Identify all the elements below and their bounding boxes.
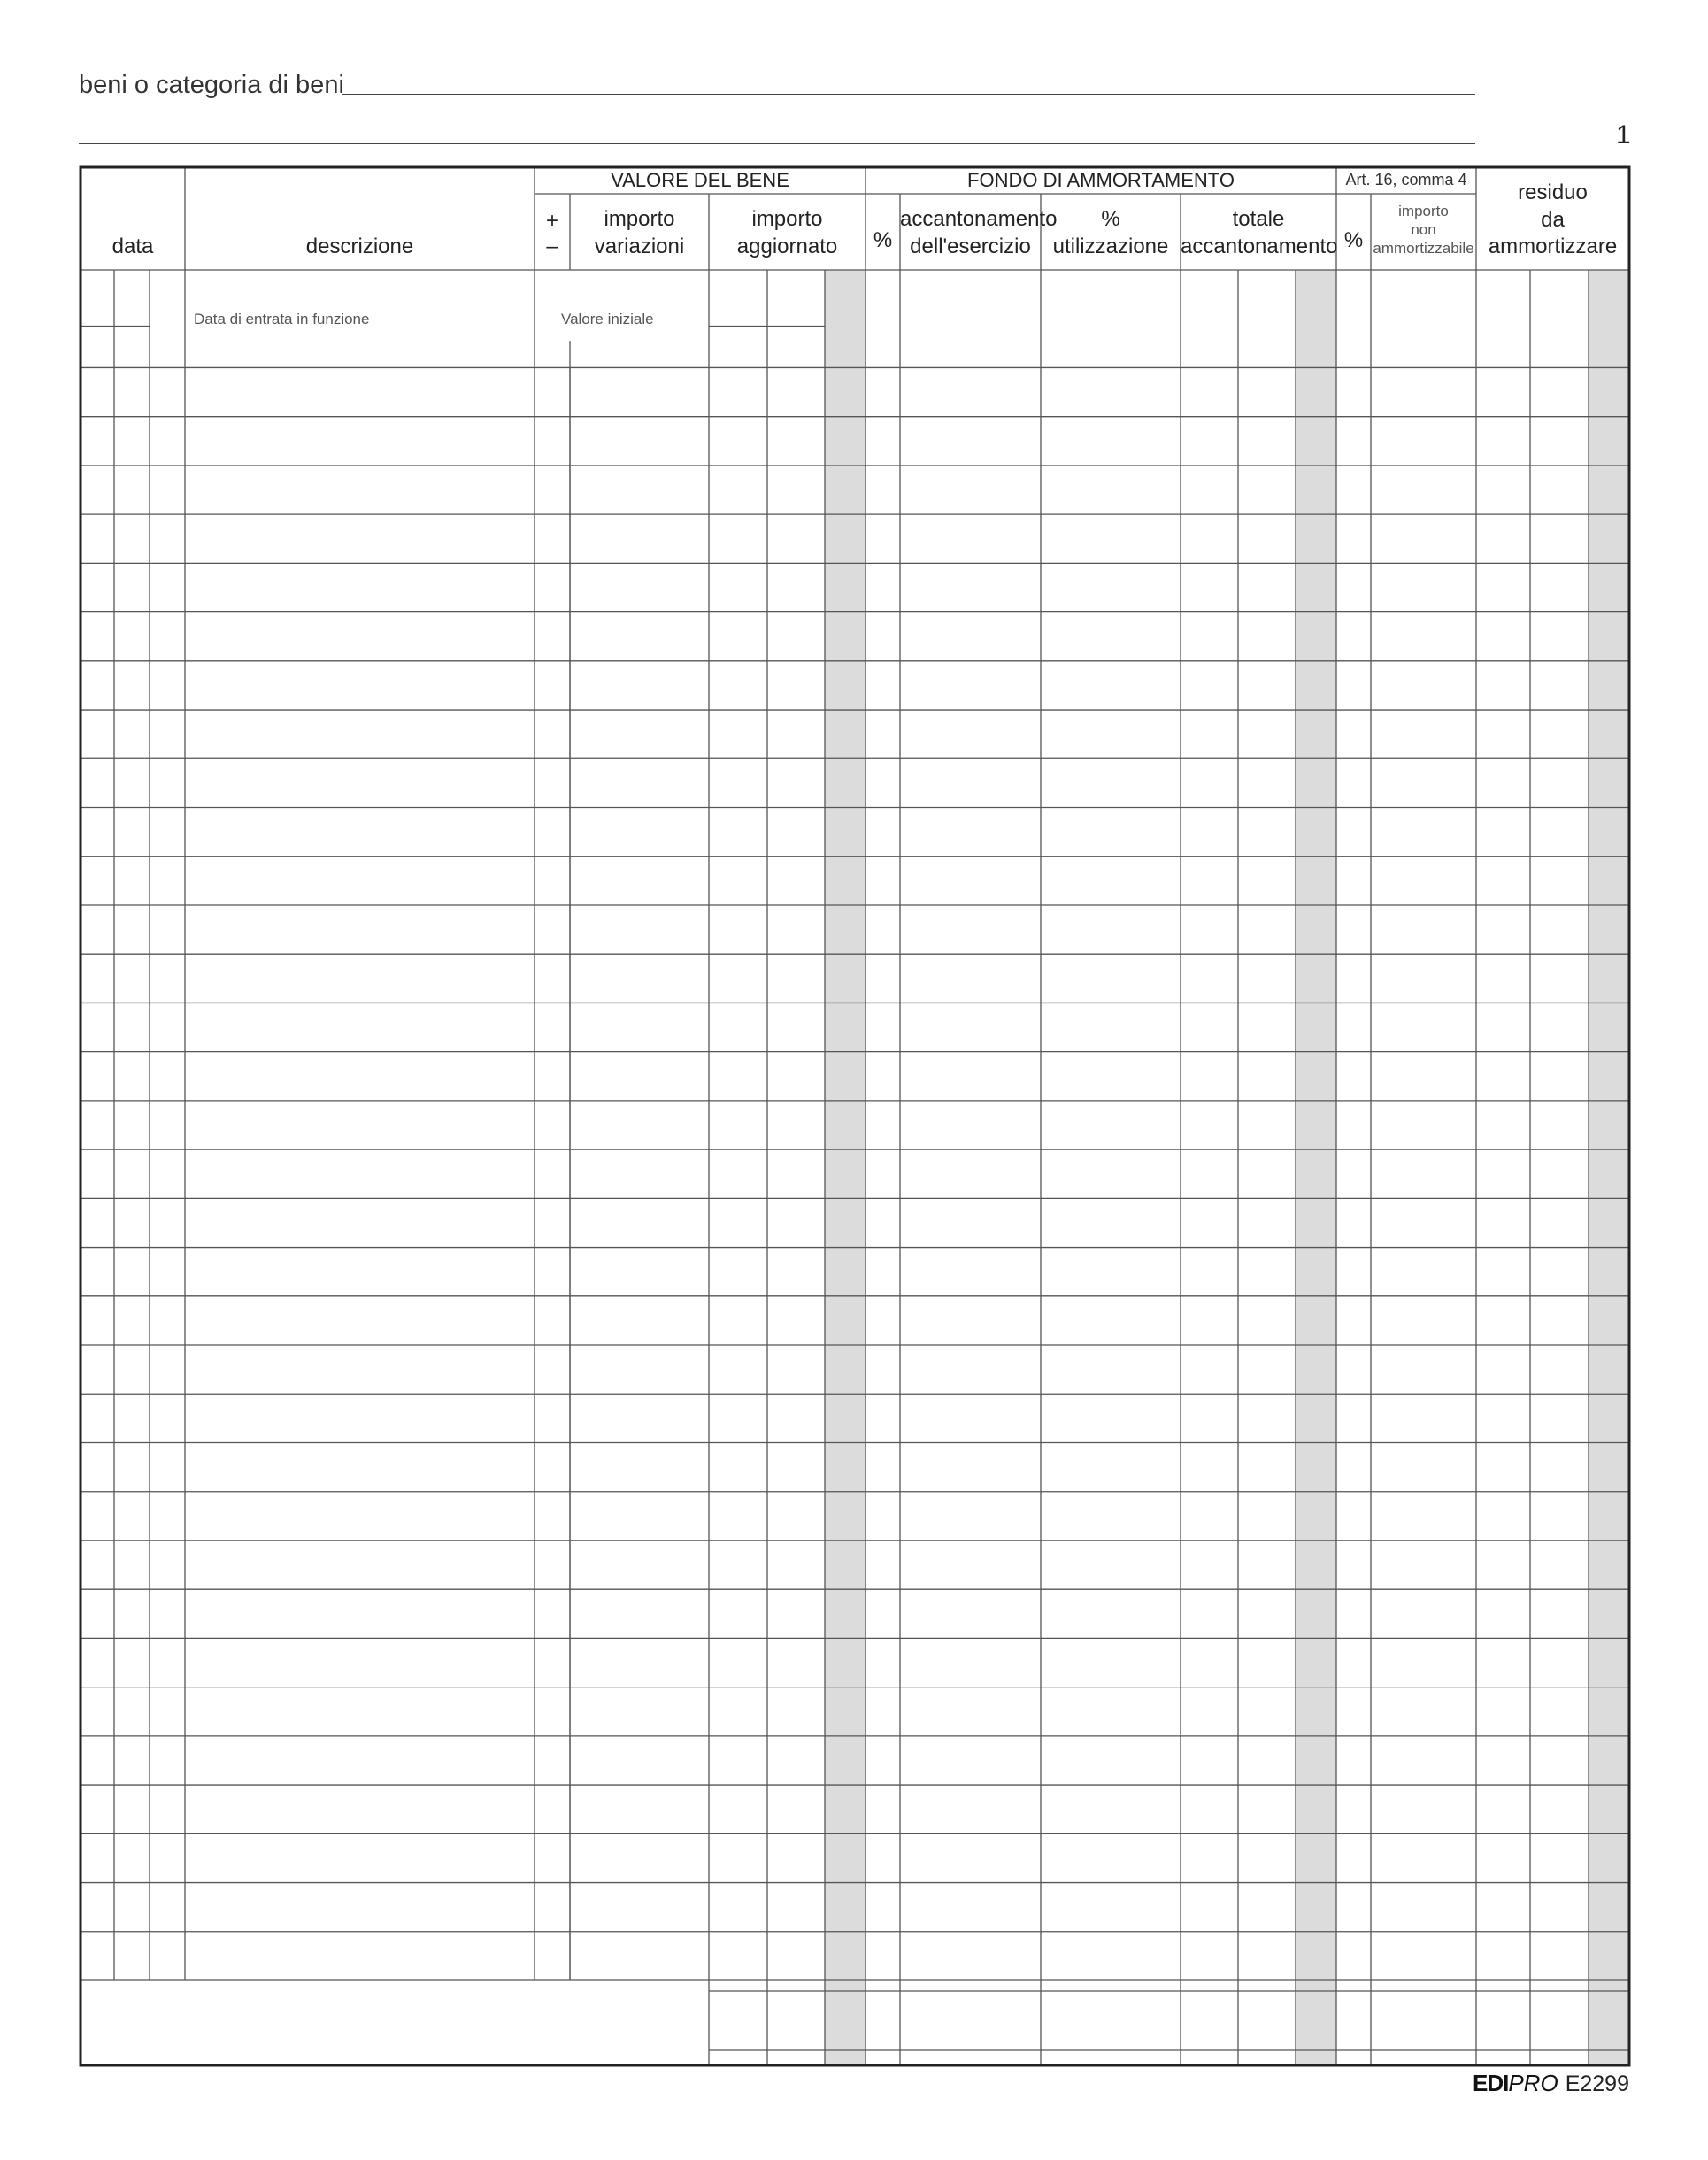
header-sign-plus: + (545, 209, 558, 233)
header-valore-del-bene: VALORE DEL BENE (611, 169, 789, 191)
header-fondo-ammortamento: FONDO DI AMMORTAMENTO (967, 169, 1235, 191)
header-non-ammortizzabile-1: importo (1398, 203, 1449, 219)
header-accantonamento-2: dell'esercizio (910, 234, 1031, 258)
header-utilizzazione-2: utilizzazione (1052, 234, 1169, 258)
header-art-16: Art. 16, comma 4 (1345, 171, 1467, 188)
header-non-ammortizzabile-2: non (1411, 221, 1436, 238)
header-totale-1: totale (1232, 207, 1285, 231)
header-sign-minus: – (546, 234, 558, 258)
date-in-service-note: Data di entrata in funzione (194, 311, 370, 327)
header-descrizione: descrizione (305, 234, 414, 258)
header-data: data (112, 234, 154, 258)
initial-value-note: Valore iniziale (561, 311, 654, 327)
header-importo-aggiornato-1: importo (751, 207, 823, 231)
publisher-brand (1473, 2070, 1629, 2097)
header-percent-1: % (873, 228, 893, 252)
shaded-columns (825, 270, 1629, 2065)
header-residuo-3: ammortizzare (1488, 234, 1618, 258)
header-utilizzazione-1: % (1101, 207, 1120, 231)
shade-totale-accantonamento (1296, 270, 1336, 2065)
header-percent-2: % (1343, 228, 1364, 252)
category-label: beni o categoria di beni (79, 71, 344, 99)
brand-edi: EDI (1473, 2070, 1509, 2096)
shade-importo-aggiornato (825, 270, 866, 2065)
header-residuo-2: da (1541, 208, 1565, 232)
header-totale-2: accantonamento (1181, 234, 1338, 258)
form-code: E2299 (1565, 2072, 1629, 2096)
brand-pro: PRO (1508, 2070, 1558, 2096)
header-importo-variazioni-1: importo (604, 207, 675, 231)
header-accantonamento-1: accantonamento (900, 207, 1058, 231)
header-residuo-1: residuo (1518, 181, 1588, 204)
header-importo-variazioni-2: variazioni (594, 234, 685, 258)
header-non-ammortizzabile-3: ammortizzabile (1373, 240, 1474, 257)
page-number: 1 (1616, 120, 1631, 150)
header-importo-aggiornato-2: aggiornato (736, 234, 838, 258)
shade-residuo (1589, 270, 1629, 2065)
